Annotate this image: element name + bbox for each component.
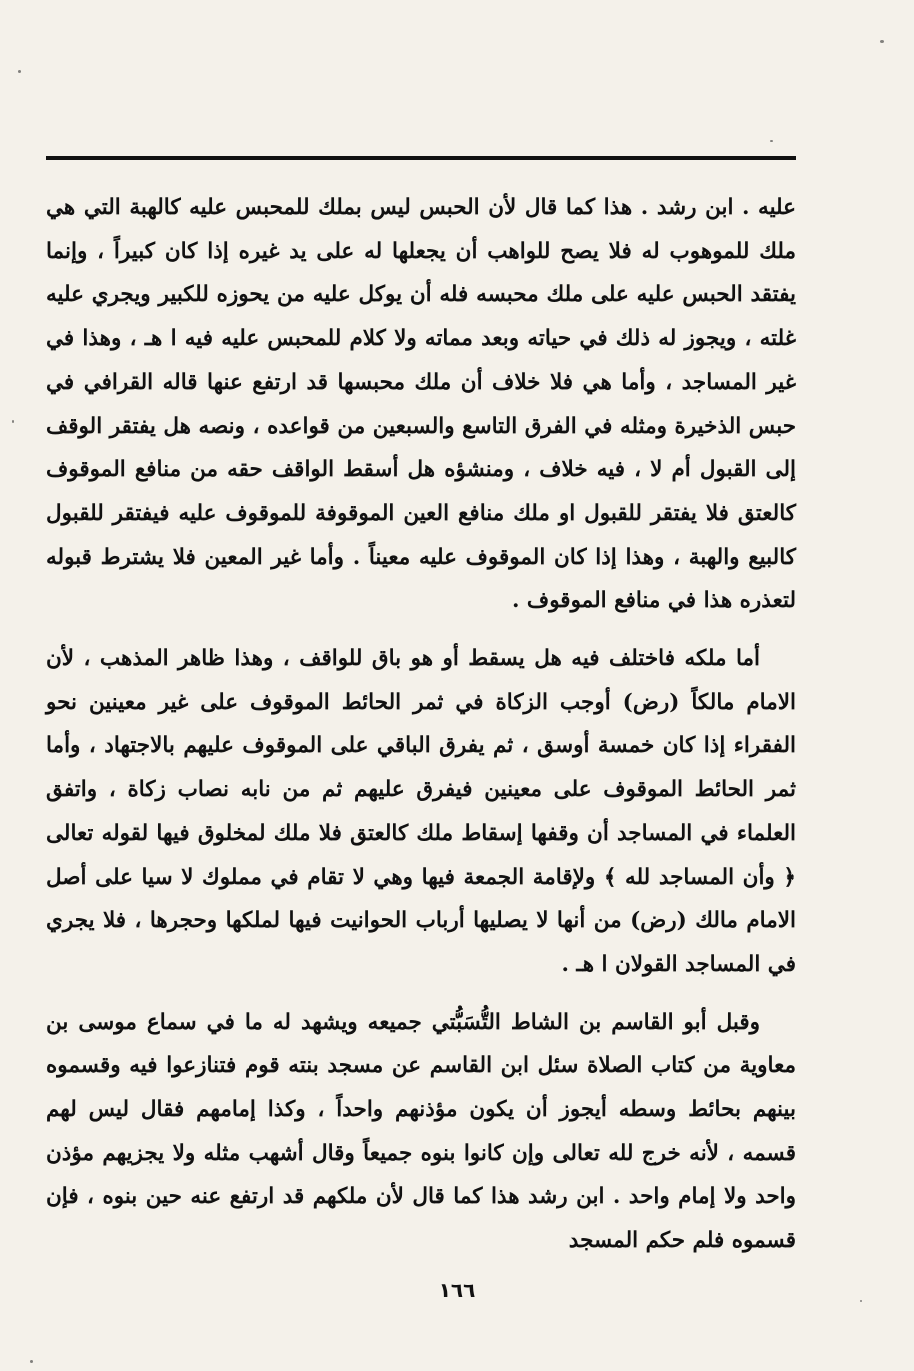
paragraph-2: أما ملكه فاختلف فيه هل يسقط أو هو باق للواقف ، وهذا ظاهر المذهب ، لأن الامام مالكاً (رض) أوجب الزكاة في ثمر الحائط الموقوف على غير معينين نحو الفقراء إذا كان خمسة أوسق ، ثم يفرق الباقي على الموقوف عليهم بالاجتهاد ، وأما ثمر الحائط الموقوف على معينين فيفرق عليهم ثم من نابه نصاب زكاة ، واتفق العلماء في المساجد أن وقفها إسقاط ملك كالعتق فلا ملك لمخلوق فيها لقوله تعالى ﴿ وأن المساجد لله ﴾ ولإقامة الجمعة فيها وهي لا تقام في مملوك لا سيا على أصل الامام مالك (رض) من أنها لا يصليها أرباب الحوانيت فيها لملكها وحجرها ، فلا يجري في المساجد القولان ا هـ .	[46, 646, 796, 977]
body-text	[46, 186, 796, 1263]
scan-speck	[770, 140, 773, 142]
paragraph-3: وقبل أبو القاسم بن الشاط التُّسَبُّتي جميعه ويشهد له ما في سماع موسى بن معاوية من كتاب الصلاة سئل ابن القاسم عن مسجد بنته قوم فتنازعوا فيه وقسموه بينهم بحائط وسطه أيجوز أن يكون مؤذنهم واحداً ، وكذا إمامهم فقال ليس لهم قسمه ، لأنه خرج لله تعالى وإن كانوا بنوه جميعاً وقال أشهب مثله ولا يجزيهم مؤذن واحد ولا إمام واحد . ابن رشد هذا كما قال لأن ملكهم قد ارتفع عنه حين بنوه ، فإن قسموه فلم حكم المسجد	[46, 1009, 796, 1254]
scan-speck	[18, 70, 21, 73]
page-number: ١٦٦	[438, 1278, 476, 1302]
header-rule	[46, 156, 796, 160]
scan-speck	[30, 1360, 33, 1363]
scan-speck	[12, 420, 14, 423]
paragraph-1: عليه . ابن رشد . هذا كما قال لأن الحبس ليس بملك للمحبس عليه كالهبة التي هي ملك للموهوب له فلا يصح للواهب أن يجعلها له على يد غيره إذا كان كبيراً ، وإنما يفتقد الحبس عليه على ملك محبسه فله أن يوكل عليه من يحوزه للكبير ويجري عليه غلته ، ويجوز له ذلك في حياته وبعد مماته ولا كلام للمحبس عليه فيه ا هـ ، وهذا في غير المساجد ، وأما هي فلا خلاف أن ملك محبسها قد ارتفع عنها قاله القرافي في حبس الذخيرة ومثله في الفرق التاسع والسبعين من قواعده ، ونصه هل يفتقر الوقف إلى القبول أم لا ، فيه خلاف ، ومنشؤه هل أسقط الواقف حقه من منافع الموقوف كالعتق فلا يفتقر للقبول او ملك منافع العين الموقوفة للموقوف عليه فيفتقر للقبول كالبيع والهبة ، وهذا إذا كان الموقوف عليه معيناً . وأما غير المعين فلا يشترط قبوله لتعذره هذا في منافع الموقوف .	[46, 195, 796, 614]
scan-speck	[880, 40, 884, 43]
scan-speck	[860, 1300, 862, 1302]
